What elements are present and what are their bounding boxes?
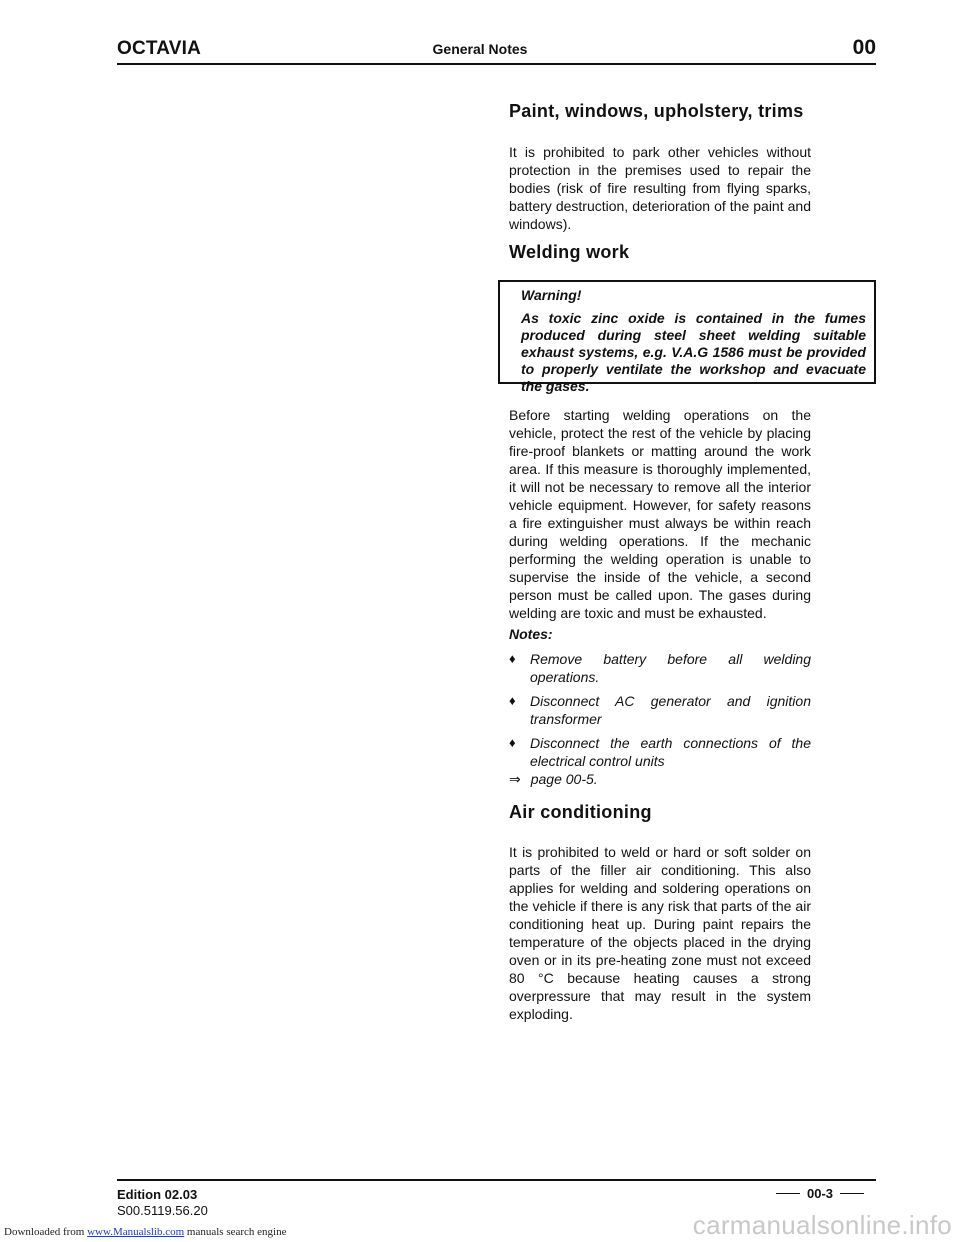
footer-rule bbox=[117, 1179, 876, 1181]
watermark: carmanualsonline.info bbox=[692, 1210, 952, 1240]
download-banner bbox=[4, 1226, 286, 1238]
diamond-bullet-icon: ♦ bbox=[509, 735, 516, 750]
notes-title: Notes: bbox=[509, 626, 553, 642]
footer-page-number bbox=[776, 1186, 876, 1201]
header-model: OCTAVIA bbox=[117, 38, 202, 59]
note-text: Disconnect the earth connections of the electrical control units bbox=[530, 735, 811, 769]
manualslib-link[interactable]: www.Manualslib.com bbox=[87, 1226, 185, 1238]
warning-title: Warning! bbox=[521, 287, 582, 303]
header-rule bbox=[117, 63, 876, 65]
warning-text: As toxic zinc oxide is contained in the fumes produced during steel sheet welding suitable exhaust systems, e.g. V.A.G 1586 must be provided to properly ventilate the workshop and evacuate the gases. bbox=[521, 310, 866, 394]
xref-text: page 00-5. bbox=[530, 771, 598, 787]
note-text: Disconnect AC generator and ignition transformer bbox=[530, 693, 811, 727]
list-item bbox=[509, 692, 811, 728]
list-item bbox=[509, 734, 811, 770]
banner-suffix: manuals search engine bbox=[186, 1226, 287, 1238]
diamond-bullet-icon: ♦ bbox=[509, 651, 516, 666]
heading-welding: Welding work bbox=[509, 242, 630, 262]
header-chapter-number: 00 bbox=[852, 36, 876, 59]
header-section-title: General Notes bbox=[432, 41, 528, 57]
heading-paint: Paint, windows, upholstery, trims bbox=[509, 101, 804, 121]
dash-left bbox=[776, 1193, 800, 1194]
list-item bbox=[509, 650, 811, 686]
page-number-text: 00-3 bbox=[807, 1186, 834, 1201]
footer-document-code: S00.5119.56.20 bbox=[117, 1203, 208, 1218]
heading-air-conditioning: Air conditioning bbox=[509, 802, 652, 822]
paragraph-air-conditioning: It is prohibited to weld or hard or soft solder on parts of the filler air conditioning. This also applies for welding and soldering operations on the vehicle if there is any risk that parts of the air conditioning heat up. During paint repairs the temperature of the objects placed in the drying oven or in its pre-heating zone must not exceed 80 °C because heating causes a strong overpressure that may result in the system exploding. bbox=[509, 844, 811, 1022]
paragraph-welding: Before starting welding operations on the vehicle, protect the rest of the vehicle by placing fire-proof blankets or matting around the work area. If this measure is thoroughly implemented, it will not be necessary to remove all the interior vehicle equipment. However, for safety reasons a fire extinguisher must always be within reach during welding operations. If the mechanic performing the welding operation is unable to supervise the inside of the vehicle, a second person must be called upon. The gases during welding are toxic and must be exhausted. bbox=[509, 407, 811, 621]
page-cross-reference bbox=[509, 770, 598, 788]
diamond-bullet-icon: ♦ bbox=[509, 693, 516, 708]
dash-right bbox=[840, 1193, 864, 1194]
note-text: Remove battery before all welding operations. bbox=[530, 651, 811, 685]
footer-edition: Edition 02.03 bbox=[117, 1187, 198, 1202]
banner-prefix: Downloaded from bbox=[4, 1226, 85, 1238]
arrow-right-icon: ⇒ bbox=[509, 771, 521, 787]
paragraph-paint: It is prohibited to park other vehicles without protection in the premises used to repair the bodies (risk of fire resulting from flying sparks, battery destruction, deterioration of the paint and windows). bbox=[509, 144, 811, 232]
